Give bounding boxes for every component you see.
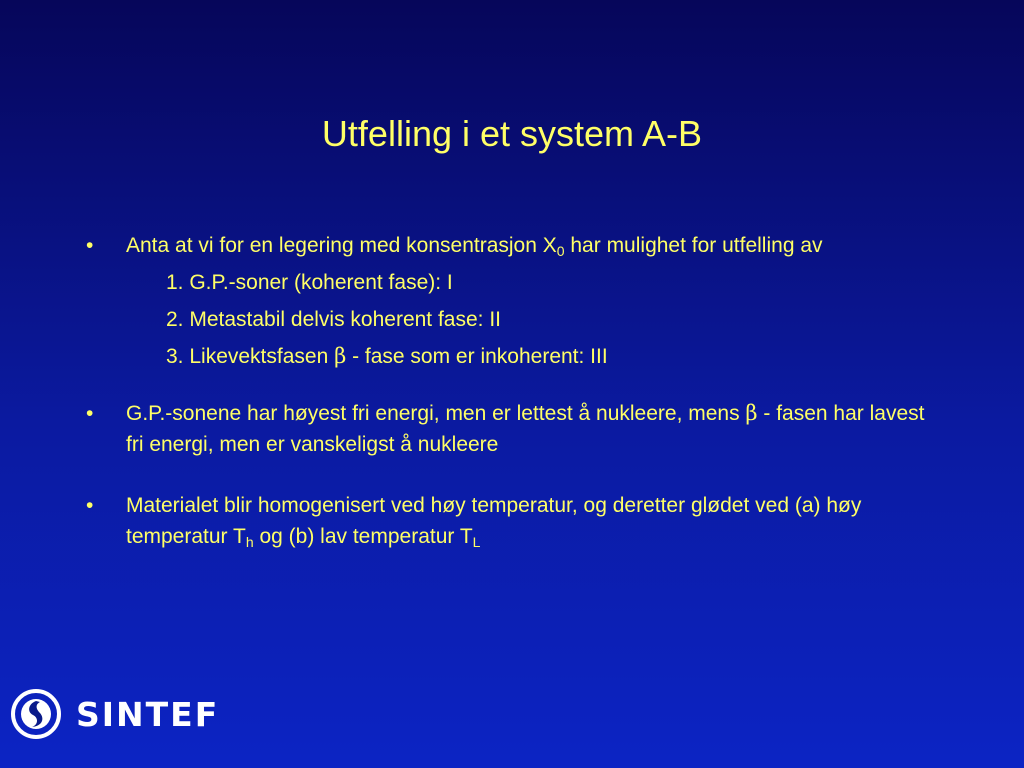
bullet-dot: • xyxy=(86,234,94,257)
sub-item-3-text-b: - fase som er inkoherent: III xyxy=(346,345,608,368)
slide-title: Utfelling i et system A-B xyxy=(321,113,703,154)
sub-item-1: 1. G.P.-soner (koherent fase): I xyxy=(166,271,453,294)
beta-symbol: β xyxy=(745,401,758,425)
bullet-dot: • xyxy=(86,494,94,517)
sub-item-3-text-a: 3. Likevektsfasen xyxy=(166,345,335,368)
bullet-2-text-a: G.P.-sonene har høyest fri energi, men er lettest å nukleere, mens xyxy=(126,402,746,425)
bullet-item-2 xyxy=(86,398,946,460)
sintef-logo xyxy=(10,686,219,742)
sintef-logo-icon xyxy=(10,688,62,740)
bullet-1-subscript: 0 xyxy=(556,243,565,259)
bullet-3-text-a: Materialet blir homogenisert ved høy temperatur, og deretter glødet ved (a) høy temperatur T xyxy=(126,494,862,548)
beta-symbol: β xyxy=(334,344,347,368)
subscript-h: h xyxy=(245,534,254,550)
bullet-item-1 xyxy=(86,230,946,372)
sub-item-2: 2. Metastabil delvis koherent fase: II xyxy=(166,308,502,331)
logo-text: SINTEF xyxy=(76,694,220,734)
sub-item-3 xyxy=(126,341,946,372)
subscript-l: L xyxy=(472,534,481,550)
bullet-dot: • xyxy=(86,402,94,425)
bullet-1-text-b: har mulighet for utfelling av xyxy=(564,234,823,257)
bullet-item-3 xyxy=(86,490,946,552)
bullet-2-text-b: - fasen har lavest fri energi, men er vanskeligst å nukleere xyxy=(126,402,925,456)
bullet-3-text-b: og (b) lav temperatur T xyxy=(253,525,473,548)
bullet-1-text-a: Anta at vi for en legering med konsentrasjon X xyxy=(126,234,557,257)
slide-body xyxy=(86,230,946,552)
